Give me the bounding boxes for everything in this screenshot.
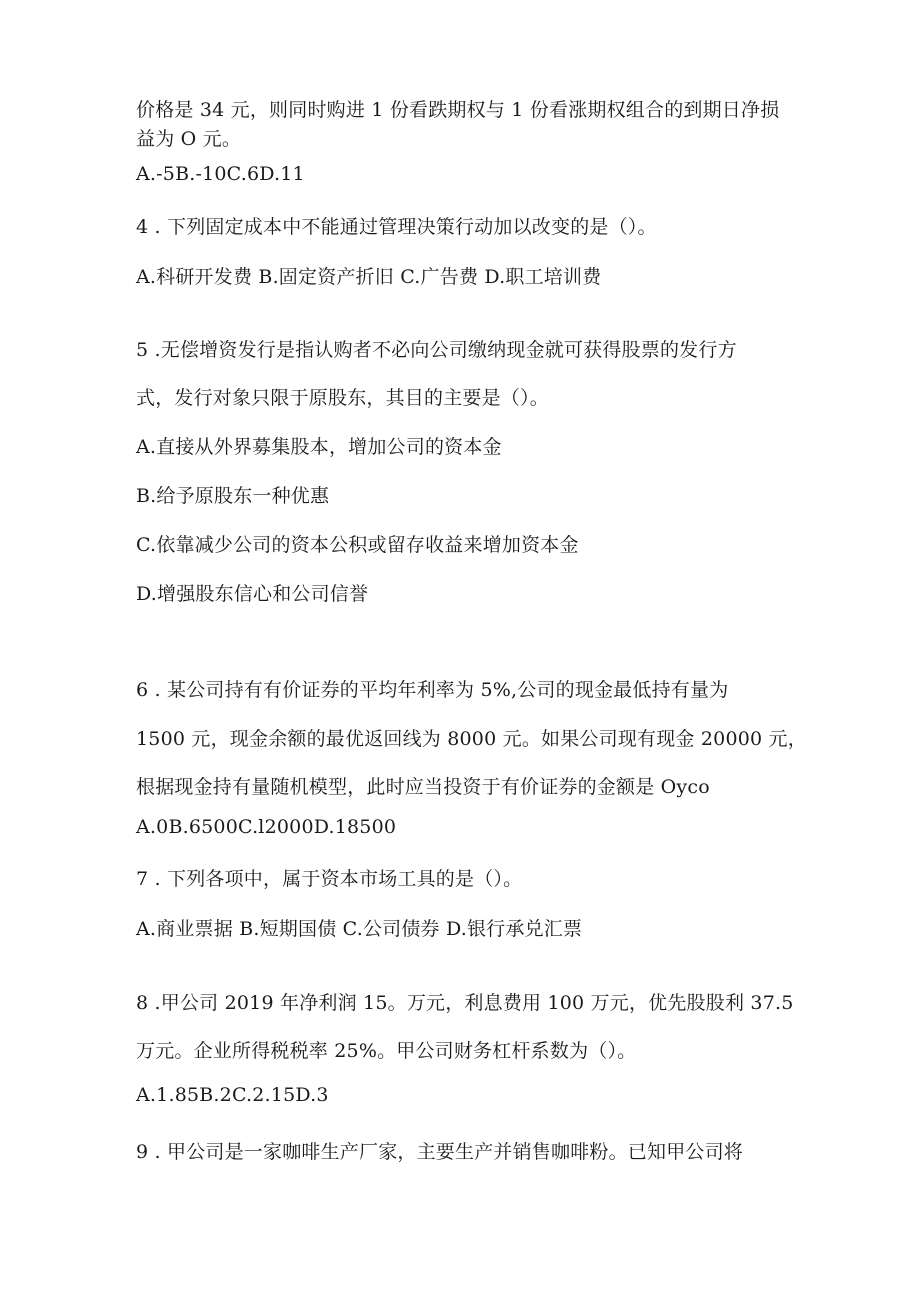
q3-options: A.-5B.-10C.6D.11: [136, 163, 305, 185]
q6-line-3: 根据现金持有量随机模型，此时应当投资于有价证券的金额是 Oyco: [136, 776, 710, 798]
q5-option-d: D.增强股东信心和公司信誉: [136, 583, 369, 605]
q4-stem: 4 . 下列固定成本中不能通过管理决策行动加以改变的是（）。: [136, 216, 657, 238]
q4-options: A.科研开发费 B.固定资产折旧 C.广告费 D.职工培训费: [136, 266, 602, 288]
q8-line-2: 万元。企业所得税税率 25%。甲公司财务杠杆系数为（）。: [136, 1040, 637, 1062]
q6-line-1: 6 . 某公司持有有价证券的平均年利率为 5%,公司的现金最低持有量为: [136, 679, 729, 701]
q7-options: A.商业票据 B.短期国债 C.公司债券 D.银行承兑汇票: [136, 918, 583, 940]
q5-option-a: A.直接从外界募集股本，增加公司的资本金: [136, 436, 502, 458]
q5-line-2: 式，发行对象只限于原股东，其目的主要是（）。: [136, 387, 549, 409]
q7-stem: 7 . 下列各项中，属于资本市场工具的是（）。: [136, 868, 523, 890]
q5-line-1: 5 .无偿增资发行是指认购者不必向公司缴纳现金就可获得股票的发行方: [136, 339, 737, 361]
q8-options: A.1.85B.2C.2.15D.3: [136, 1084, 329, 1106]
q3-line-1: 价格是 34 元，则同时购进 1 份看跌期权与 1 份看涨期权组合的到期日净损: [136, 99, 780, 121]
q6-line-2: 1500 元，现金余额的最优返回线为 8000 元。如果公司现有现金 20000 元，: [136, 728, 807, 750]
q8-line-1: 8 .甲公司 2019 年净利润 15。万元，利息费用 100 万元，优先股股利 37.5: [136, 992, 794, 1014]
q3-line-2: 益为 O 元。: [136, 128, 242, 150]
q5-option-c: C.依靠减少公司的资本公积或留存收益来增加资本金: [136, 534, 579, 556]
q5-option-b: B.给予原股东一种优惠: [136, 485, 330, 507]
q6-options: A.0B.6500C.l2000D.18500: [136, 816, 397, 838]
q9-line-1: 9 . 甲公司是一家咖啡生产厂家，主要生产并销售咖啡粉。已知甲公司将: [136, 1141, 744, 1163]
